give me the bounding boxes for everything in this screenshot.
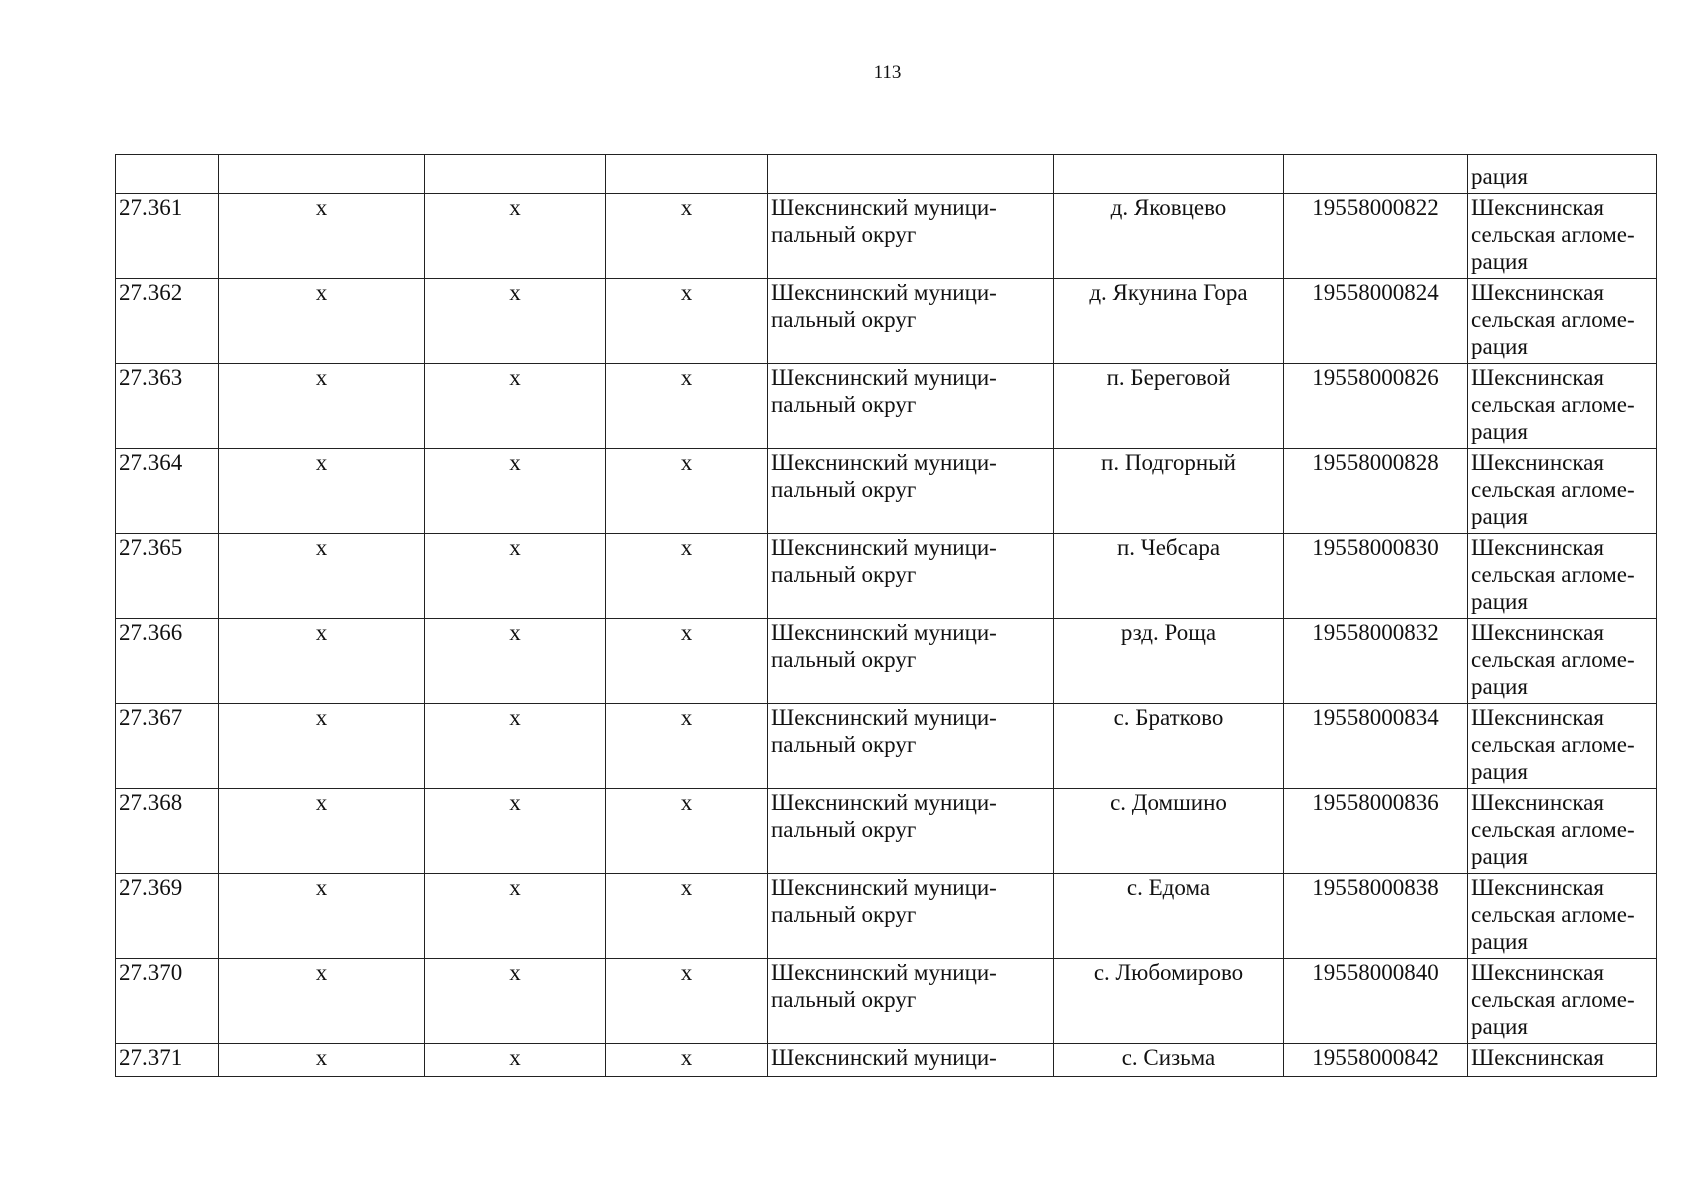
cell-agglomeration: Шекснинская сельская агломе-рация xyxy=(1468,534,1657,619)
cell-col4: х xyxy=(606,194,768,279)
cell-settlement: д. Якунина Гора xyxy=(1054,279,1284,364)
cell-oktmo-code: 19558000842 xyxy=(1284,1044,1468,1077)
cell-col3: х xyxy=(425,194,606,279)
cell-oktmo-code: 19558000834 xyxy=(1284,704,1468,789)
cell-agglomeration: Шекснинская сельская агломе-рация xyxy=(1468,364,1657,449)
cell-oktmo-code: 19558000836 xyxy=(1284,789,1468,874)
cell-number: 27.362 xyxy=(116,279,219,364)
cell-settlement: п. Береговой xyxy=(1054,364,1284,449)
cell-settlement: рзд. Роща xyxy=(1054,619,1284,704)
page-number: 113 xyxy=(873,62,902,83)
cell-col2: х xyxy=(219,704,425,789)
cell-col4: х xyxy=(606,364,768,449)
cell-col3: х xyxy=(425,959,606,1044)
table-row xyxy=(116,279,1657,364)
table-row xyxy=(116,534,1657,619)
cell-settlement: п. Чебсара xyxy=(1054,534,1284,619)
cell-col2: х xyxy=(219,364,425,449)
cell-settlement: д. Яковцево xyxy=(1054,194,1284,279)
cell-oktmo-code: 19558000830 xyxy=(1284,534,1468,619)
cell-col3: х xyxy=(425,874,606,959)
cell-oktmo-code: 19558000840 xyxy=(1284,959,1468,1044)
cell-settlement: с. Любомирово xyxy=(1054,959,1284,1044)
cell-number: 27.367 xyxy=(116,704,219,789)
cell-settlement: п. Подгорный xyxy=(1054,449,1284,534)
cell-col4: х xyxy=(606,279,768,364)
cell-col3: х xyxy=(425,1044,606,1077)
cell-col2: х xyxy=(219,789,425,874)
cell-number: 27.366 xyxy=(116,619,219,704)
cell-oktmo-code: 19558000832 xyxy=(1284,619,1468,704)
cell-district: Шекснинский муници-пальный округ xyxy=(768,704,1054,789)
cell-number: 27.371 xyxy=(116,1044,219,1077)
cell-district: Шекснинский муници-пальный округ xyxy=(768,279,1054,364)
cell-empty xyxy=(219,155,425,194)
table-row xyxy=(116,789,1657,874)
cell-col2: х xyxy=(219,194,425,279)
cell-agglomeration: Шекснинская xyxy=(1468,1044,1657,1077)
cell-agglomeration-continuation: рация xyxy=(1468,155,1657,194)
cell-col4: х xyxy=(606,874,768,959)
continuation-row xyxy=(116,155,1657,194)
cell-col3: х xyxy=(425,789,606,874)
cell-col3: х xyxy=(425,279,606,364)
cell-col2: х xyxy=(219,534,425,619)
cell-empty xyxy=(1054,155,1284,194)
settlements-table xyxy=(115,154,1657,1077)
cell-col3: х xyxy=(425,534,606,619)
table-row xyxy=(116,449,1657,534)
cell-settlement: с. Братково xyxy=(1054,704,1284,789)
cell-oktmo-code: 19558000824 xyxy=(1284,279,1468,364)
cell-agglomeration: Шекснинская сельская агломе-рация xyxy=(1468,449,1657,534)
table-row xyxy=(116,364,1657,449)
cell-col2: х xyxy=(219,619,425,704)
table-row xyxy=(116,619,1657,704)
cell-col4: х xyxy=(606,789,768,874)
cell-oktmo-code: 19558000838 xyxy=(1284,874,1468,959)
cell-empty xyxy=(116,155,219,194)
cell-col3: х xyxy=(425,619,606,704)
cell-col3: х xyxy=(425,364,606,449)
cell-col2: х xyxy=(219,1044,425,1077)
cell-col3: х xyxy=(425,449,606,534)
cell-district: Шекснинский муници- xyxy=(768,1044,1054,1077)
table-row xyxy=(116,704,1657,789)
cell-agglomeration: Шекснинская сельская агломе-рация xyxy=(1468,279,1657,364)
cell-agglomeration: Шекснинская сельская агломе-рация xyxy=(1468,194,1657,279)
cell-number: 27.363 xyxy=(116,364,219,449)
cell-empty xyxy=(606,155,768,194)
table-row xyxy=(116,874,1657,959)
cell-district: Шекснинский муници-пальный округ xyxy=(768,619,1054,704)
cell-number: 27.368 xyxy=(116,789,219,874)
cell-agglomeration: Шекснинская сельская агломе-рация xyxy=(1468,704,1657,789)
cell-col3: х xyxy=(425,704,606,789)
cell-col2: х xyxy=(219,449,425,534)
cell-district: Шекснинский муници-пальный округ xyxy=(768,534,1054,619)
table-row xyxy=(116,959,1657,1044)
cell-col4: х xyxy=(606,704,768,789)
cell-empty xyxy=(425,155,606,194)
cell-col4: х xyxy=(606,619,768,704)
cell-col2: х xyxy=(219,959,425,1044)
cell-empty xyxy=(1284,155,1468,194)
cell-district: Шекснинский муници-пальный округ xyxy=(768,194,1054,279)
cell-number: 27.365 xyxy=(116,534,219,619)
cell-district: Шекснинский муници-пальный округ xyxy=(768,789,1054,874)
cell-district: Шекснинский муници-пальный округ xyxy=(768,364,1054,449)
cell-number: 27.369 xyxy=(116,874,219,959)
cell-district: Шекснинский муници-пальный округ xyxy=(768,959,1054,1044)
cell-oktmo-code: 19558000828 xyxy=(1284,449,1468,534)
table-row xyxy=(116,1044,1657,1077)
cell-agglomeration: Шекснинская сельская агломе-рация xyxy=(1468,619,1657,704)
table-row xyxy=(116,194,1657,279)
cell-col4: х xyxy=(606,959,768,1044)
cell-col4: х xyxy=(606,449,768,534)
cell-col4: х xyxy=(606,1044,768,1077)
cell-settlement: с. Едома xyxy=(1054,874,1284,959)
cell-oktmo-code: 19558000822 xyxy=(1284,194,1468,279)
cell-number: 27.364 xyxy=(116,449,219,534)
cell-col2: х xyxy=(219,279,425,364)
cell-agglomeration: Шекснинская сельская агломе-рация xyxy=(1468,959,1657,1044)
cell-number: 27.361 xyxy=(116,194,219,279)
cell-oktmo-code: 19558000826 xyxy=(1284,364,1468,449)
cell-col2: х xyxy=(219,874,425,959)
cell-agglomeration: Шекснинская сельская агломе-рация xyxy=(1468,789,1657,874)
cell-empty xyxy=(768,155,1054,194)
cell-settlement: с. Сизьма xyxy=(1054,1044,1284,1077)
cell-col4: х xyxy=(606,534,768,619)
cell-agglomeration: Шекснинская сельская агломе-рация xyxy=(1468,874,1657,959)
cell-district: Шекснинский муници-пальный округ xyxy=(768,449,1054,534)
cell-district: Шекснинский муници-пальный округ xyxy=(768,874,1054,959)
cell-settlement: с. Домшино xyxy=(1054,789,1284,874)
cell-number: 27.370 xyxy=(116,959,219,1044)
